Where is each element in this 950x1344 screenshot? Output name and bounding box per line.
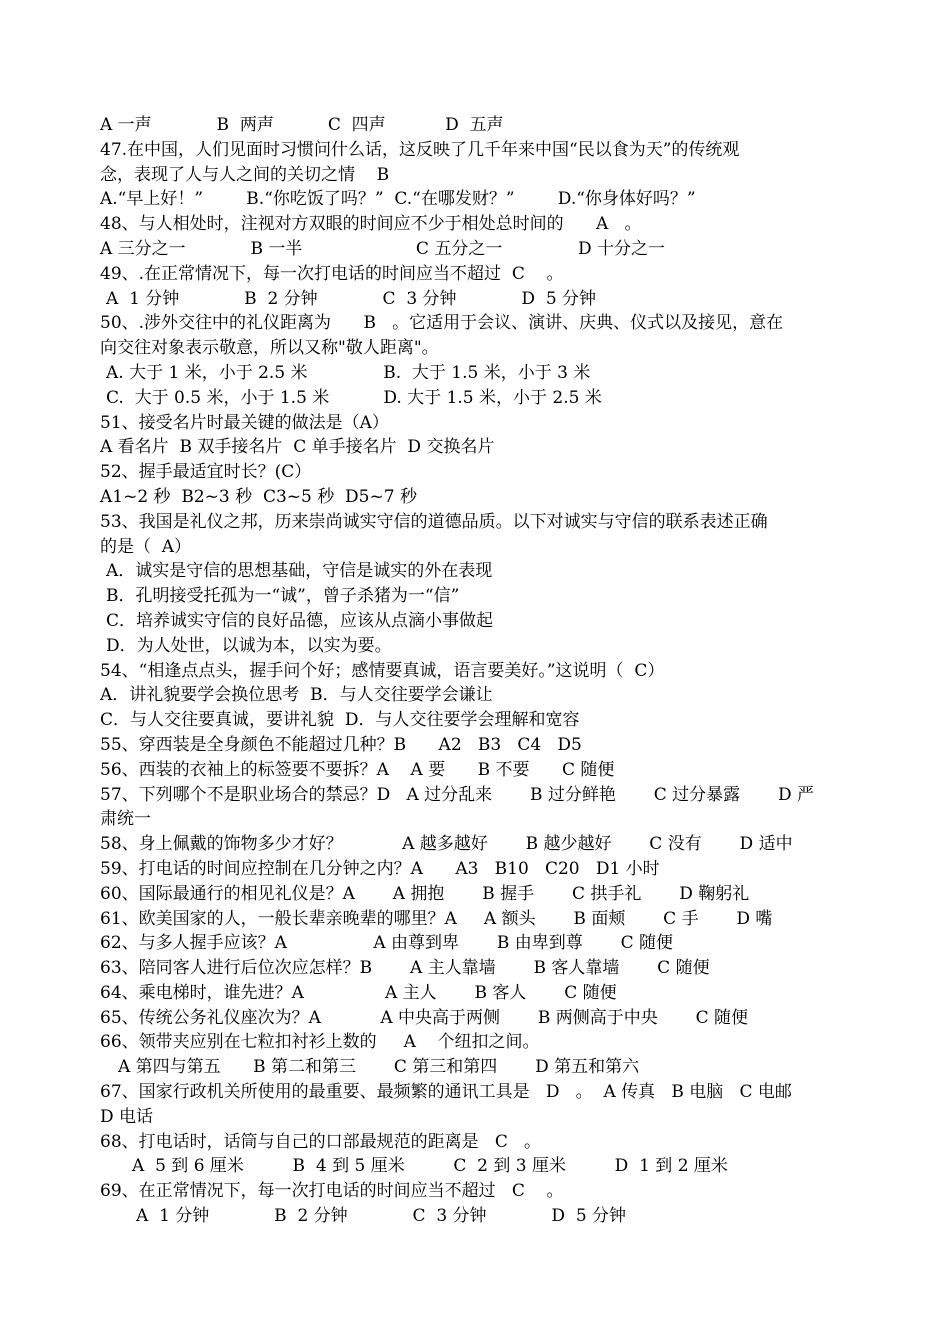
options-line: C．与人交往要真诚，要讲礼貌 D．与人交往要学会理解和宽容 bbox=[100, 710, 580, 731]
options-line: A 5 到 6 厘米 B 4 到 5 厘米 C 2 到 3 厘米 D 1 到 2 厘米 bbox=[132, 1156, 728, 1177]
question-58: 58、身上佩戴的饰物多少才好？ A 越多越好 B 越少越好 C 没有 D 适中 bbox=[100, 834, 793, 855]
question-57: 57、下列哪个不是职业场合的禁忌？D A 过分乱来 B 过分鲜艳 C 过分暴露 D 严 bbox=[100, 784, 814, 805]
options-line: D．为人处世，以诚为本，以实为要。 bbox=[106, 635, 392, 656]
question-52: 52、握手最适宜时长？(C） bbox=[100, 462, 312, 483]
options-line: A1~2 秒 B2~3 秒 C3~5 秒 D5~7 秒 bbox=[100, 486, 417, 507]
options-line: B．孔明接受托孤为一“诚”，曾子杀猪为一“信” bbox=[106, 586, 460, 607]
question-61: 61、欧美国家的人，一般长辈亲晚辈的哪里？A A 额头 B 面颊 C 手 D 嘴 bbox=[100, 908, 773, 929]
question-47: 47.在中国，人们见面时习惯问什么话，这反映了几千年来中国“民以食为天”的传统观 bbox=[100, 139, 740, 160]
text-line: D 电话 bbox=[100, 1106, 154, 1127]
question-68: 68、打电话时，话筒与自己的口部最规范的距离是 C 。 bbox=[100, 1131, 542, 1152]
options-line: C．培养诚实守信的良好品德，应该从点滴小事做起 bbox=[106, 610, 494, 631]
text-line: 肃统一 bbox=[100, 809, 151, 830]
options-line: A 三分之一 B 一半 C 五分之一 D 十分之一 bbox=[100, 238, 666, 259]
text-line: 的是（ A） bbox=[100, 536, 192, 557]
question-list bbox=[100, 113, 860, 1229]
options-line: A 1 分钟 B 2 分钟 C 3 分钟 D 5 分钟 bbox=[136, 1206, 627, 1227]
options-line: A.“早上好！” B.“你吃饭了吗？” C.“在哪发财？” D.“你身体好吗？” bbox=[100, 189, 696, 210]
question-65: 65、传统公务礼仪座次为？A A 中央高于两侧 B 两侧高于中央 C 随便 bbox=[100, 1007, 748, 1028]
question-69: 69、在正常情况下，每一次打电话的时间应当不超过 C 。 bbox=[100, 1181, 564, 1202]
question-64: 64、乘电梯时，谁先进？A A 主人 B 客人 C 随便 bbox=[100, 982, 617, 1003]
text-line: A 一声 B 两声 C 四声 D 五声 bbox=[100, 115, 504, 135]
question-50: 50、.涉外交往中的礼仪距离为 B 。它适用于会议、演讲、庆典、仪式以及接见，意在 bbox=[100, 313, 784, 334]
question-62: 62、与多人握手应该？A A 由尊到卑 B 由卑到尊 C 随便 bbox=[100, 933, 674, 954]
question-66: 66、领带夹应别在七粒扣衬衫上数的 A 个纽扣之间。 bbox=[100, 1032, 540, 1053]
question-60: 60、国际最通行的相见礼仪是？A A 拥抱 B 握手 C 拱手礼 D 鞠躬礼 bbox=[100, 883, 750, 904]
question-51: 51、接受名片时最关键的做法是（A） bbox=[100, 412, 389, 433]
question-55: 55、穿西装是全身颜色不能超过几种？B A2 B3 C4 D5 bbox=[100, 734, 582, 755]
text-line: 向交往对象表示敬意，所以又称"敬人距离"。 bbox=[100, 338, 439, 359]
question-63: 63、陪同客人进行后位次应怎样？B A 主人靠墙 B 客人靠墙 C 随便 bbox=[100, 958, 710, 979]
question-49: 49、.在正常情况下，每一次打电话的时间应当不超过 C 。 bbox=[100, 263, 564, 284]
text-line: 念，表现了人与人之间的关切之情 B bbox=[100, 164, 390, 185]
options-line: C. 大于 0.5 米，小于 1.5 米 D. 大于 1.5 米，小于 2.5 米 bbox=[106, 387, 602, 408]
question-53: 53、我国是礼仪之邦，历来崇尚诚实守信的道德品质。以下对诚实与守信的联系表述正确 bbox=[100, 511, 768, 532]
question-59: 59、打电话的时间应控制在几分钟之内？A A3 B10 C20 D1 小时 bbox=[100, 858, 660, 879]
options-line: A. 大于 1 米，小于 2.5 米 B. 大于 1.5 米，小于 3 米 bbox=[106, 362, 591, 383]
question-56: 56、西装的衣袖上的标签要不要拆？A A 要 B 不要 C 随便 bbox=[100, 759, 615, 780]
question-48: 48、与人相处时，注视对方双眼的时间应不少于相处总时间的 A 。 bbox=[100, 214, 642, 235]
options-line: A 看名片 B 双手接名片 C 单手接名片 D 交换名片 bbox=[100, 437, 495, 458]
options-line: A．讲礼貌要学会换位思考 B．与人交往要学会谦让 bbox=[100, 685, 493, 706]
options-line: A 第四与第五 B 第二和第三 C 第三和第四 D 第五和第六 bbox=[118, 1057, 640, 1078]
question-67: 67、国家行政机关所使用的最重要、最频繁的通讯工具是 D 。 A 传真 B 电脑 C 电邮 bbox=[100, 1082, 792, 1103]
question-54: 54、“相逢点点头，握手问个好；感情要真诚，语言要美好。”这说明（ C） bbox=[100, 660, 665, 681]
options-line: A．诚实是守信的思想基础，守信是诚实的外在表现 bbox=[106, 561, 493, 582]
options-line: A 1 分钟 B 2 分钟 C 3 分钟 D 5 分钟 bbox=[106, 288, 597, 309]
